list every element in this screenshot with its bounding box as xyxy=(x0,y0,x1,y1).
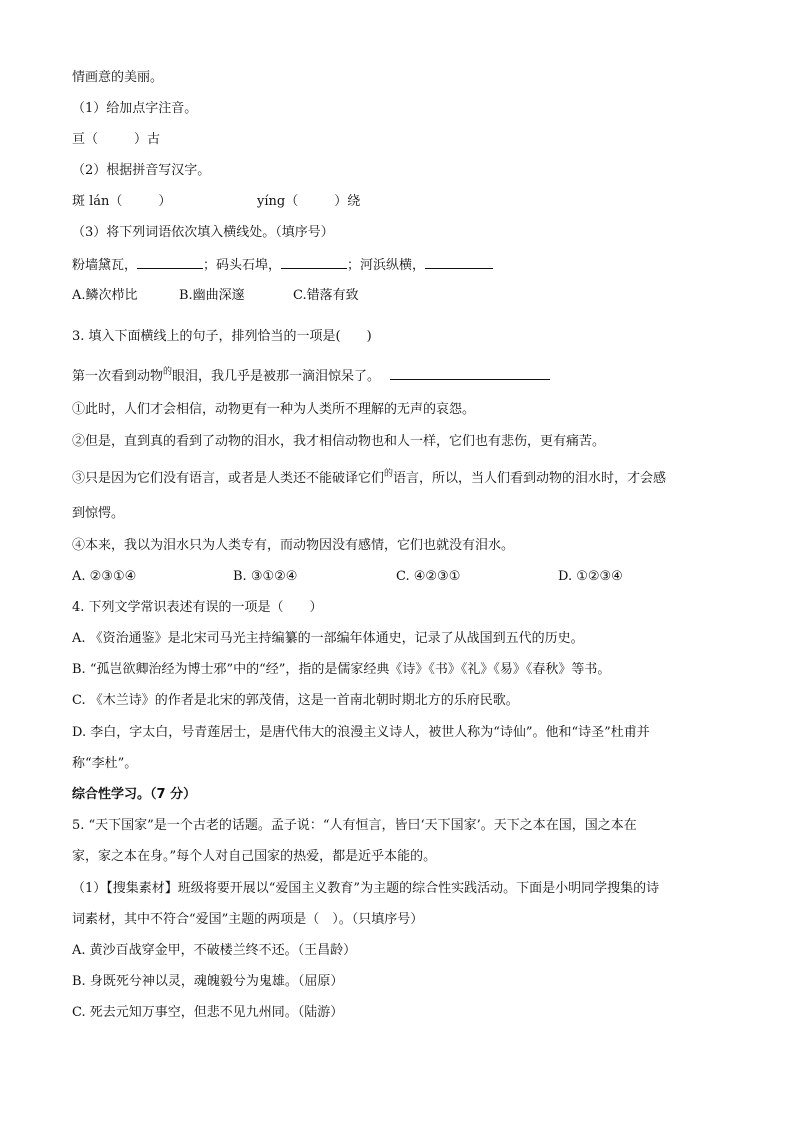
q3-option-c: C. ④②③① xyxy=(396,569,461,584)
sentence-3 xyxy=(72,470,666,489)
q4-option-a: A. 《资治通鉴》是北宋司马光主持编纂的一部编年体通史，记录了从战国到五代的历史。 xyxy=(72,631,584,646)
text: 眼泪，我几乎是被那一滴泪惊呆了。 xyxy=(172,369,381,384)
text: ）绕 xyxy=(334,194,361,209)
text: 第一次看到动物 xyxy=(72,369,164,384)
sentence-3-cont: 到惊愕。 xyxy=(72,506,125,521)
question-3: 3. 填入下面横线上的句子，排列恰当的一项是( ) xyxy=(72,329,372,344)
sentence-2: ②但是，直到真的看到了动物的泪水，我才相信动物也和人一样，它们也有悲伤，更有痛苦。 xyxy=(72,434,606,449)
answer-blank xyxy=(390,367,550,380)
text: 的 xyxy=(384,469,394,479)
sentence-4: ④本来，我以为泪水只为人类专有，而动物因没有感情，它们也就没有泪水。 xyxy=(72,538,515,553)
q3-stem xyxy=(72,367,550,387)
text: 语言，所以，当人们看到动物的泪水时，才会感 xyxy=(393,471,667,486)
pinyin-line xyxy=(72,131,160,149)
q3-option-a: A. ②③①④ xyxy=(72,569,137,584)
text-line: 情画意的美丽。 xyxy=(72,70,164,85)
q3-option-b: B. ③①②④ xyxy=(233,569,298,584)
q5-part-1-cont: 词素材，其中不符合“爱国”主题的两项是（ ）。（只填序号） xyxy=(72,912,424,927)
write-char-line-2 xyxy=(257,193,360,211)
text: ；码头石埠， xyxy=(203,258,282,273)
text: 斑 lán（ xyxy=(72,194,123,209)
sentence-1: ①此时，人们才会相信，动物更有一种为人类所不理解的无声的哀怨。 xyxy=(72,402,476,417)
q5-option-a: A. 黄沙百战穿金甲，不破楼兰终不还。（王昌龄） xyxy=(72,943,357,958)
text: 粉墙黛瓦， xyxy=(72,258,138,273)
q3-option-d: D. ①②③④ xyxy=(558,569,623,584)
option-a: A.鳞次栉比 xyxy=(72,288,138,303)
q5-option-b: B. 身既死兮神以灵，魂魄毅兮为鬼雄。（屈原） xyxy=(72,974,344,989)
question-part-2: （2）根据拼音写汉字。 xyxy=(72,163,211,178)
question-4: 4. 下列文学常识表述有误的一项是（ ） xyxy=(72,600,323,615)
text: yíng（ xyxy=(257,194,299,209)
answer-blank xyxy=(425,256,493,269)
answer-blank xyxy=(281,256,347,269)
question-part-1: （1）给加点字注音。 xyxy=(72,101,198,116)
text: 亘（ xyxy=(72,132,99,147)
option-c: C.错落有致 xyxy=(293,288,359,303)
option-b: B.幽曲深邃 xyxy=(179,288,245,303)
q4-option-d: D. 李白，字太白，号青莲居士，是唐代伟大的浪漫主义诗人，被世人称为“诗仙”。他和“诗圣”杜甫并 xyxy=(72,725,650,740)
text: ；河浜纵横， xyxy=(347,258,426,273)
q4-option-d-cont: 称“李杜”。 xyxy=(72,756,138,771)
q4-option-c: C. 《木兰诗》的作者是北宋的郭茂倩，这是一首南北朝时期北方的乐府民歌。 xyxy=(72,693,519,708)
q5-option-c: C. 死去元知万事空，但悲不见九州同。（陆游） xyxy=(72,1005,344,1020)
question-part-3: （3）将下列词语依次填入横线处。（填序号） xyxy=(72,225,334,240)
text: 的 xyxy=(163,367,173,377)
text: ） xyxy=(158,194,172,209)
write-char-line xyxy=(72,193,171,211)
fill-blank-line xyxy=(72,256,493,275)
question-5: 5. “天下国家”是一个古老的话题。孟子说：“人有恒言，皆曰‘天下国家’。天下之本在国，国之本在 xyxy=(72,818,637,833)
text: ③只是因为它们没有语言，或者是人类还不能破译它们 xyxy=(72,471,385,486)
section-heading: 综合性学习。（7 分） xyxy=(72,787,197,802)
q5-part-1: （1）【搜集素材】班级将要开展以“爱国主义教育”为主题的综合性实践活动。下面是小明同学搜集的诗 xyxy=(72,881,660,896)
text: ）古 xyxy=(134,132,161,147)
answer-blank xyxy=(137,256,203,269)
q4-option-b: B. “孤岂欲卿治经为博士邪”中的“经”，指的是儒家经典《诗》《书》《礼》《易》《春秋》等书。 xyxy=(72,662,611,677)
question-5-cont: 家，家之本在身。”每个人对自己国家的热爱，都是近乎本能的。 xyxy=(72,849,437,864)
